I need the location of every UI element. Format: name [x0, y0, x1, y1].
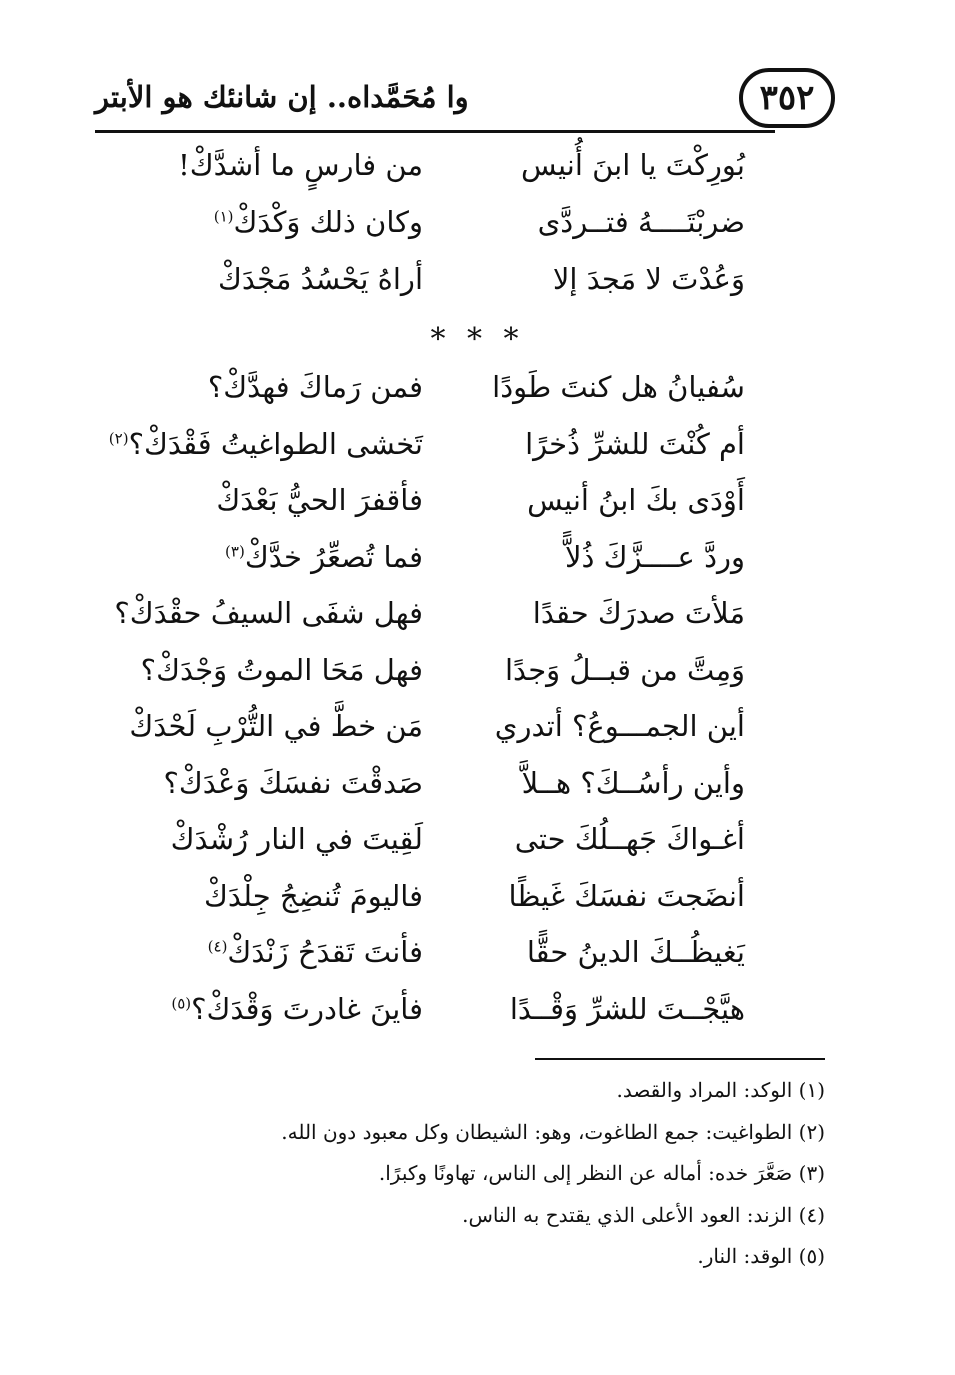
verse-line — [0, 370, 955, 426]
verse-second-hemistich — [178, 370, 423, 404]
verse-text: مَن خطَّ في التُّرْبِ لَحْدَكْ — [129, 709, 423, 743]
verse-line — [0, 992, 955, 1048]
footnote: (٣) صَعَّرَ خده: أماله عن النظر إلى الناس، تهاونًا وكبرًا. — [378, 1161, 825, 1185]
verse-second-hemistich — [108, 426, 423, 461]
verse-first-hemistich: هيَّجْــتَ للشرِّ وَقْــدًا — [509, 991, 745, 1026]
footnotes — [185, 1070, 825, 1278]
verse-first-hemistich: أَوْدَى بكَ ابنُ أنيس — [527, 483, 745, 517]
verse-text: وكان ذلك وَكْدَكْ — [233, 205, 423, 239]
footnote-marker: (١) — [213, 207, 234, 226]
verse-first-hemistich: بُورِكْتَ يا ابنَ أُنيس — [521, 148, 745, 182]
verse-line — [0, 148, 955, 204]
verse-first-hemistich: وَمِتَّ من قبــلُ وَجدًا — [504, 652, 745, 687]
verse-second-hemistich — [178, 879, 423, 913]
verse-first-hemistich: وَعُدْتَ لا مَجدَ إلا — [552, 262, 745, 296]
verse-second-hemistich — [170, 822, 423, 856]
verse-line — [0, 262, 955, 318]
verse-text: فما تُصعِّرُ خدَّكْ — [244, 539, 423, 574]
verse-text: فأينَ غادرتَ وَقْدَكْ؟ — [191, 991, 423, 1026]
verse-text: فمن رَماكَ فهدَّكْ؟ — [207, 370, 423, 404]
verse-text: فهل شفَى السيفُ حقْدَكْ؟ — [114, 596, 423, 630]
verse-first-hemistich: وردَّ عــــزَّكَ ذُلاًّ — [564, 539, 745, 574]
verse-second-hemistich — [114, 596, 423, 630]
verse-second-hemistich — [163, 765, 423, 800]
verse-first-hemistich: مَلأتَ صدرَكَ حقدًا — [532, 596, 745, 630]
verse-first-hemistich: أغـواكَ جَهــلُكَ حتى — [514, 822, 745, 856]
section-separator: * * * — [430, 322, 525, 357]
verse-line — [0, 653, 955, 709]
verse-second-hemistich — [178, 483, 423, 517]
verse-line — [0, 709, 955, 765]
footnote-marker: (٢) — [108, 428, 129, 447]
verse-first-hemistich: يَغيظُــكَ الدينُ حقًّا — [526, 935, 745, 969]
verse-second-hemistich — [178, 540, 423, 574]
footnote: (١) الوكد: المراد والقصد. — [616, 1078, 825, 1102]
verse-text: فهل مَحَا الموتُ وَجْدَكْ؟ — [140, 652, 423, 687]
verse-text: فاليومَ تُنضِجُ جِلْدَكْ — [203, 878, 423, 913]
verse-line — [0, 427, 955, 483]
footnote: (٢) الطواغيت: جمع الطاغوت، وهو: الشيطان وكل معبود دون الله. — [281, 1119, 825, 1144]
verse-text: فأنتَ تَقدَحُ زَنْدَكْ — [227, 935, 423, 969]
verse-second-hemistich — [178, 935, 423, 969]
verse-second-hemistich — [171, 991, 423, 1026]
verse-first-hemistich: أين الجمـــوعُ؟ أتدري — [494, 709, 745, 743]
verse-line — [0, 540, 955, 596]
verse-text: تَخشى الطواغيتُ فَقْدَكْ؟ — [128, 426, 423, 461]
footnote: (٥) الوقد: النار. — [697, 1244, 825, 1268]
verse-text: من فارسٍ ما أشدَّكْ! — [178, 148, 423, 182]
verse-line — [0, 822, 955, 878]
footnote: (٤) الزند: العود الأعلى الذي يقتدح به الناس. — [462, 1202, 825, 1227]
verse-text: أراهُ يَحْسُدُ مَجْدَكْ — [217, 262, 423, 296]
page-header — [95, 62, 835, 134]
verse-first-hemistich: وأين رأسُــكَ؟ هــلاَّ — [521, 765, 745, 800]
footnote-marker: (٥) — [171, 993, 192, 1012]
verse-second-hemistich — [178, 148, 423, 182]
verse-line — [0, 205, 955, 261]
verse-text: صَدقْتَ نفسَكَ وَعْدَكْ؟ — [163, 765, 423, 800]
footnote-marker: (٣) — [225, 541, 245, 560]
verse-first-hemistich: أنضَجتَ نفسَكَ غَيظًا — [508, 878, 745, 913]
verse-text: لَقِيتَ في النار رُشْدَكْ — [170, 822, 423, 856]
verse-first-hemistich: ضربْتَــــهُ فتــردَّى — [537, 205, 745, 239]
verse-second-hemistich — [140, 652, 423, 687]
page-number-badge — [739, 68, 835, 128]
footnote-marker: (٤) — [207, 937, 228, 956]
verse-first-hemistich: سُفيانُ هل كنتَ طَودًا — [492, 370, 745, 404]
verse-first-hemistich: أم كُنْتَ للشرِّ ذُخرًا — [525, 426, 745, 461]
verse-line — [0, 483, 955, 539]
verse-line — [0, 879, 955, 935]
page-number: ٣٥٢ — [759, 78, 815, 118]
verse-text: فأقفرَ الحيُّ بَعْدَكْ — [216, 483, 423, 517]
verse-line — [0, 935, 955, 991]
verse-second-hemistich — [178, 205, 423, 239]
verse-line — [0, 596, 955, 652]
footnote-rule — [535, 1058, 825, 1060]
verse-second-hemistich — [178, 262, 423, 296]
running-title: وا مُحَمَّداه.. إن شانئك هو الأبتر — [95, 80, 469, 114]
header-rule — [95, 130, 775, 133]
verse-line — [0, 766, 955, 822]
verse-second-hemistich — [129, 709, 423, 743]
